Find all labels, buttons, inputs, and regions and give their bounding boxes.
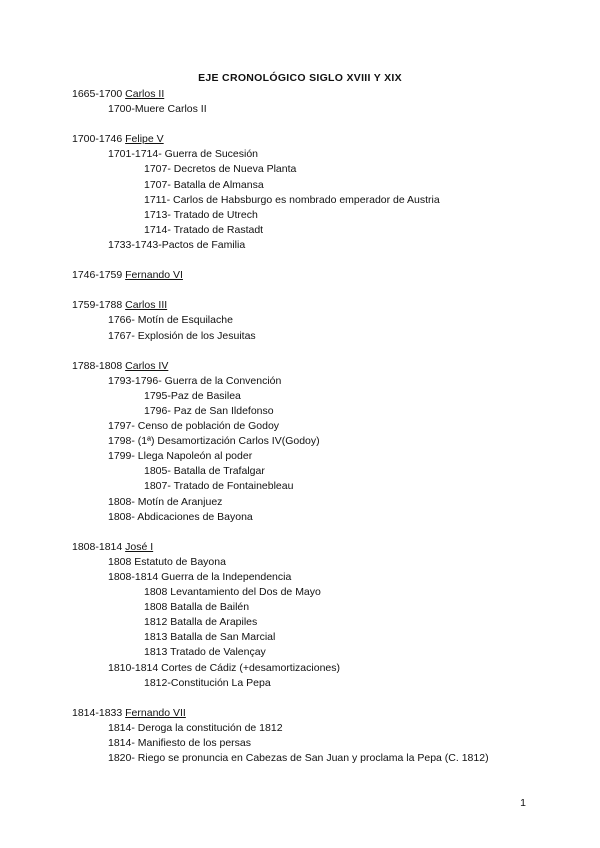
timeline-subevent: 1808 Levantamiento del Dos de Mayo <box>144 586 321 599</box>
timeline-subevent: 1795-Paz de Basilea <box>144 389 241 402</box>
timeline-event: 1700-Muere Carlos II <box>108 103 207 116</box>
section-spacer <box>0 253 600 268</box>
section-spacer <box>0 117 600 132</box>
section-spacer <box>0 283 600 298</box>
timeline-subevent: 1707- Decretos de Nueva Planta <box>144 163 297 176</box>
timeline-event: 1701-1714- Guerra de Sucesión <box>108 148 259 161</box>
timeline-subevent: 1707- Batalla de Almansa <box>144 178 264 191</box>
reign-ruler-link[interactable]: Carlos III <box>125 299 168 312</box>
reign-years: 1814-1833 <box>72 706 123 719</box>
timeline-subevent: 1714- Tratado de Rastadt <box>144 223 264 236</box>
timeline-event: 1799- Llega Napoleón al poder <box>108 450 253 463</box>
page-number: 1 <box>520 797 526 809</box>
timeline-subevent: 1711- Carlos de Habsburgo es nombrado emperador de Austria <box>144 193 440 206</box>
reign-heading <box>0 87 600 102</box>
timeline-subevent: 1713- Tratado de Utrech <box>144 208 258 221</box>
timeline-subevent: 1805- Batalla de Trafalgar <box>144 465 265 478</box>
timeline-subevent: 1812 Batalla de Arapiles <box>144 616 258 629</box>
reign-heading <box>0 540 600 555</box>
timeline-event: 1808- Abdicaciones de Bayona <box>108 510 253 523</box>
timeline-event: 1814- Manifiesto de los persas <box>108 737 251 750</box>
reign-years: 1700-1746 <box>72 133 123 146</box>
reign-years: 1788-1808 <box>72 359 123 372</box>
timeline-event: 1798- (1ª) Desamortización Carlos IV(Godoy) <box>108 435 320 448</box>
timeline-subevent: 1812-Constitución La Pepa <box>144 676 271 689</box>
timeline-subevent: 1807- Tratado de Fontainebleau <box>144 480 294 493</box>
timeline-event: 1808-1814 Guerra de la Independencia <box>108 571 292 583</box>
timeline-event: 1766- Motín de Esquilache <box>108 314 233 327</box>
reign-ruler-link[interactable]: Fernando VII <box>125 706 186 719</box>
timeline-subevent: 1808 Batalla de Bailén <box>144 601 250 614</box>
reign-heading <box>0 268 600 283</box>
reign-ruler-link[interactable]: Carlos IV <box>125 359 169 372</box>
reign-years: 1746-1759 <box>72 269 123 282</box>
reign-ruler-link[interactable]: Felipe V <box>125 133 164 146</box>
timeline-event: 1808- Motín de Aranjuez <box>108 495 223 508</box>
reign-years: 1808-1814 <box>72 540 123 553</box>
reign-heading <box>0 359 600 374</box>
section-spacer <box>0 525 600 540</box>
timeline-document <box>0 87 600 766</box>
section-spacer <box>0 691 600 706</box>
timeline-subevent: 1813 Tratado de Valençay <box>144 646 266 659</box>
timeline-event: 1793-1796- Guerra de la Convención <box>108 374 282 387</box>
reign-heading <box>0 298 600 313</box>
document-title: EJE CRONOLÓGICO SIGLO XVIII Y XIX <box>198 72 402 84</box>
reign-ruler-link[interactable]: Fernando VI <box>125 269 183 282</box>
timeline-event: 1820- Riego se pronuncia en Cabezas de San Juan y proclama la Pepa (C. 1812) <box>108 752 489 765</box>
reign-heading <box>0 132 600 147</box>
timeline-subevent: 1813 Batalla de San Marcial <box>144 631 276 644</box>
timeline-subevent: 1796- Paz de San Ildefonso <box>144 404 274 417</box>
reign-years: 1759-1788 <box>72 299 123 312</box>
timeline-event: 1767- Explosión de los Jesuitas <box>108 329 256 342</box>
reign-ruler-link[interactable]: José I <box>125 540 154 553</box>
section-spacer <box>0 344 600 359</box>
timeline-event: 1797- Censo de población de Godoy <box>108 420 280 433</box>
timeline-event: 1810-1814 Cortes de Cádiz (+desamortizaciones) <box>108 661 340 674</box>
timeline-event: 1733-1743-Pactos de Familia <box>108 238 246 251</box>
timeline-event: 1814- Deroga la constitución de 1812 <box>108 721 283 734</box>
reign-years: 1665-1700 <box>72 88 123 100</box>
timeline-event: 1808 Estatuto de Bayona <box>108 555 226 568</box>
reign-heading <box>0 706 600 721</box>
reign-ruler-link[interactable]: Carlos II <box>125 88 165 100</box>
